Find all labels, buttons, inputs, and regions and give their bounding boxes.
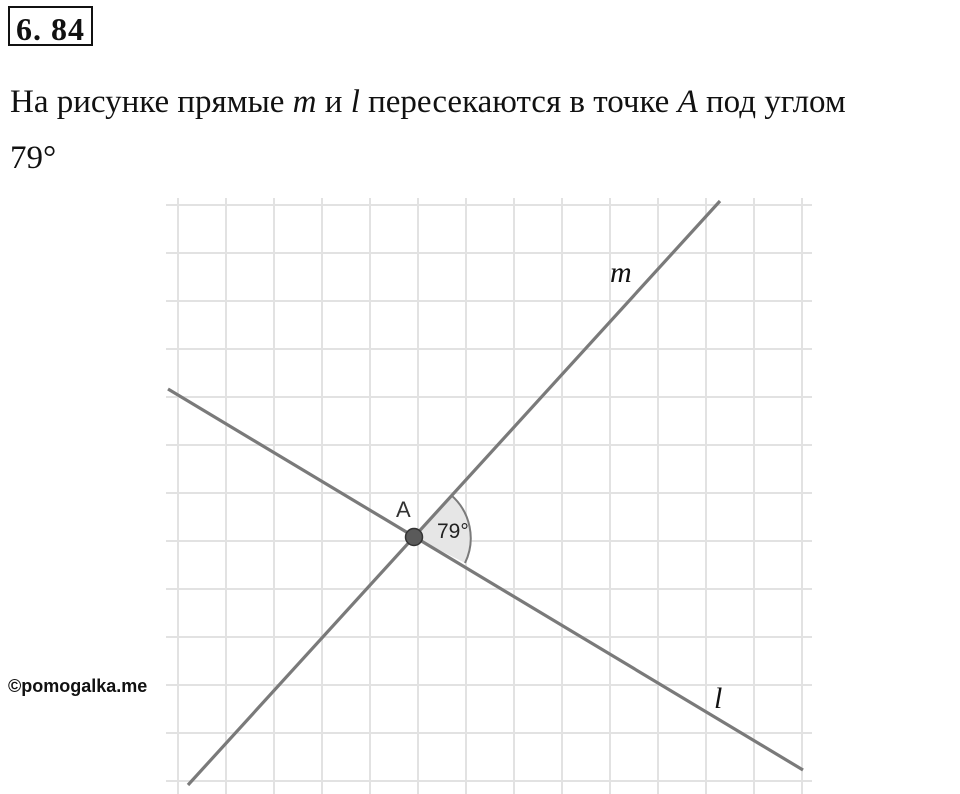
statement-text: пересекаются в точке — [359, 84, 678, 120]
angle-value-text: 79° — [10, 140, 57, 176]
angle-label: 79° — [437, 520, 469, 543]
line-l-label: l — [714, 682, 723, 715]
point-a-marker — [406, 529, 423, 546]
line-l-ref: l — [350, 84, 360, 120]
line-m-label: m — [610, 256, 632, 289]
point-ref: A — [677, 84, 698, 120]
point-a-label: A — [396, 497, 411, 522]
statement-text: под углом — [697, 84, 846, 120]
problem-number: 6. 84 — [8, 6, 93, 46]
line-m-ref: m — [292, 84, 317, 120]
statement-text: На рисунке прямые — [10, 84, 293, 120]
line-l — [168, 389, 803, 770]
watermark: ©pomogalka.me — [8, 676, 148, 696]
statement-text: и — [316, 84, 351, 120]
